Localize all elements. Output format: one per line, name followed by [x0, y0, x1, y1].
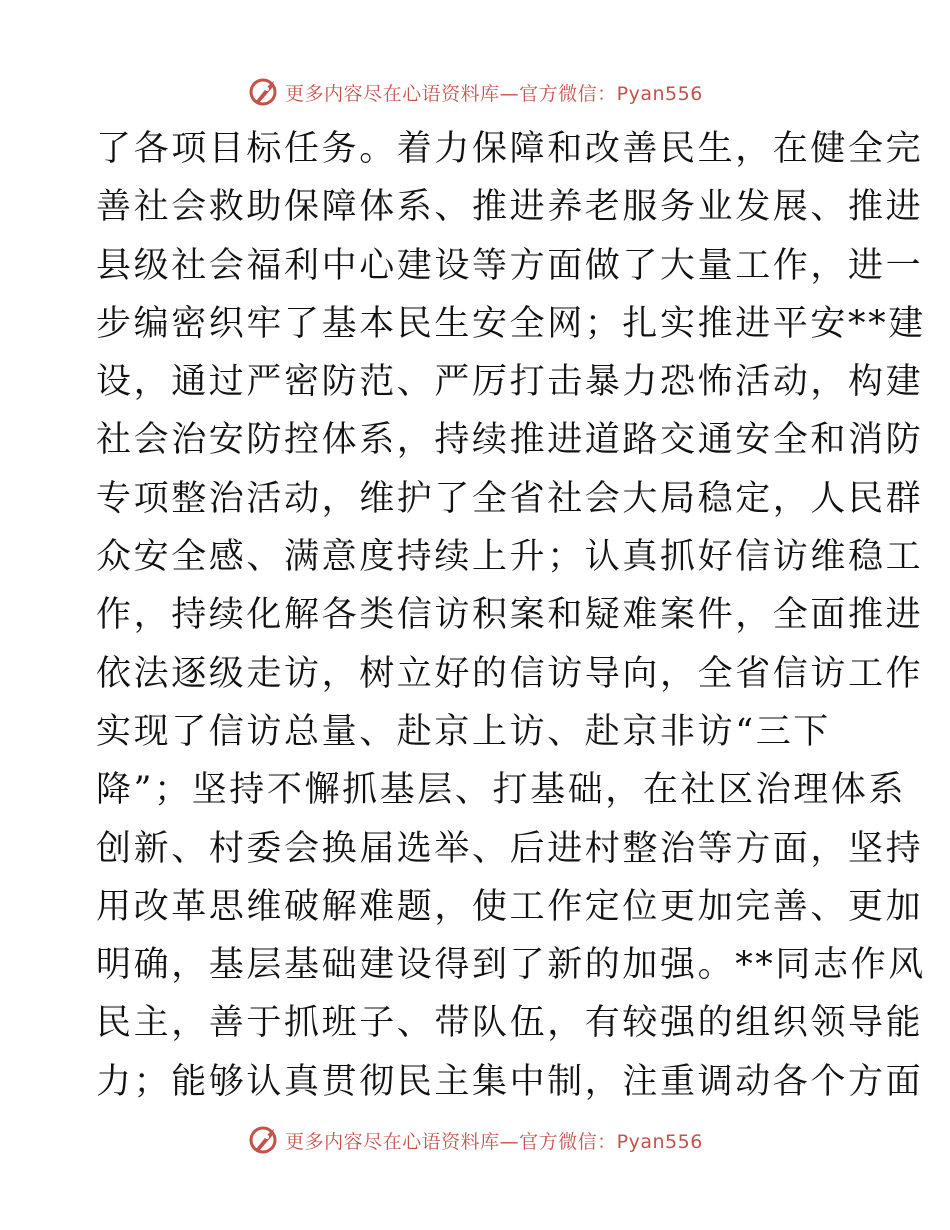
- paragraph-line: 了各项目标任务。着力保障和改善民生，在健全完: [96, 129, 924, 169]
- paragraph-line: 县级社会福利中心建设等方面做了大量工作，进一: [96, 245, 924, 286]
- paragraph-line: 力；能够认真贯彻民主集中制，注重调动各个方面: [96, 1061, 924, 1102]
- paragraph-line: 降”；坚持不懈抓基层、打基础，在社区治理体系: [96, 770, 907, 811]
- paragraph-line: 用改革思维破解难题，使工作定位更加完善、更加: [96, 886, 924, 927]
- header-banner: [0, 72, 950, 112]
- document-body: [96, 126, 926, 1117]
- paragraph-line: 善社会救助保障体系、推进养老服务业发展、推进: [96, 187, 924, 228]
- paragraph-line: 步编密织牢了基本民生安全网；扎实推进平安**建: [96, 303, 926, 344]
- footer-banner-text: 更多内容尽在心语资料库—官方微信：Pyan556: [285, 1130, 703, 1153]
- paragraph-line: 依法逐级走访，树立好的信访导向，全省信访工作: [96, 653, 924, 694]
- paragraph-line: 专项整治活动，维护了全省社会大局稳定，人民群: [96, 478, 924, 519]
- footer-banner: [0, 1120, 950, 1160]
- pen-nib-logo-icon: [247, 75, 281, 109]
- paragraph-line: 社会治安防控体系，持续推进道路交通安全和消防: [96, 420, 924, 461]
- header-banner-text: 更多内容尽在心语资料库—官方微信：Pyan556: [285, 82, 703, 105]
- paragraph-line: 明确，基层基础建设得到了新的加强。**同志作风: [96, 945, 926, 986]
- paragraph-line: 民主，善于抓班子、带队伍，有较强的组织领导能: [96, 1003, 924, 1044]
- paragraph-line: 众安全感、满意度持续上升；认真抓好信访维稳工: [96, 537, 924, 578]
- paragraph-line: 创新、村委会换届选举、后进村整治等方面，坚持: [96, 828, 924, 869]
- pen-nib-logo-icon: [247, 1123, 281, 1157]
- paragraph-line: 实现了信访总量、赴京上访、赴京非访“三下: [96, 711, 831, 752]
- paragraph-line: 作，持续化解各类信访积案和疑难案件，全面推进: [96, 595, 924, 636]
- paragraph-line: 设，通过严密防范、严厉打击暴力恐怖活动，构建: [96, 362, 924, 403]
